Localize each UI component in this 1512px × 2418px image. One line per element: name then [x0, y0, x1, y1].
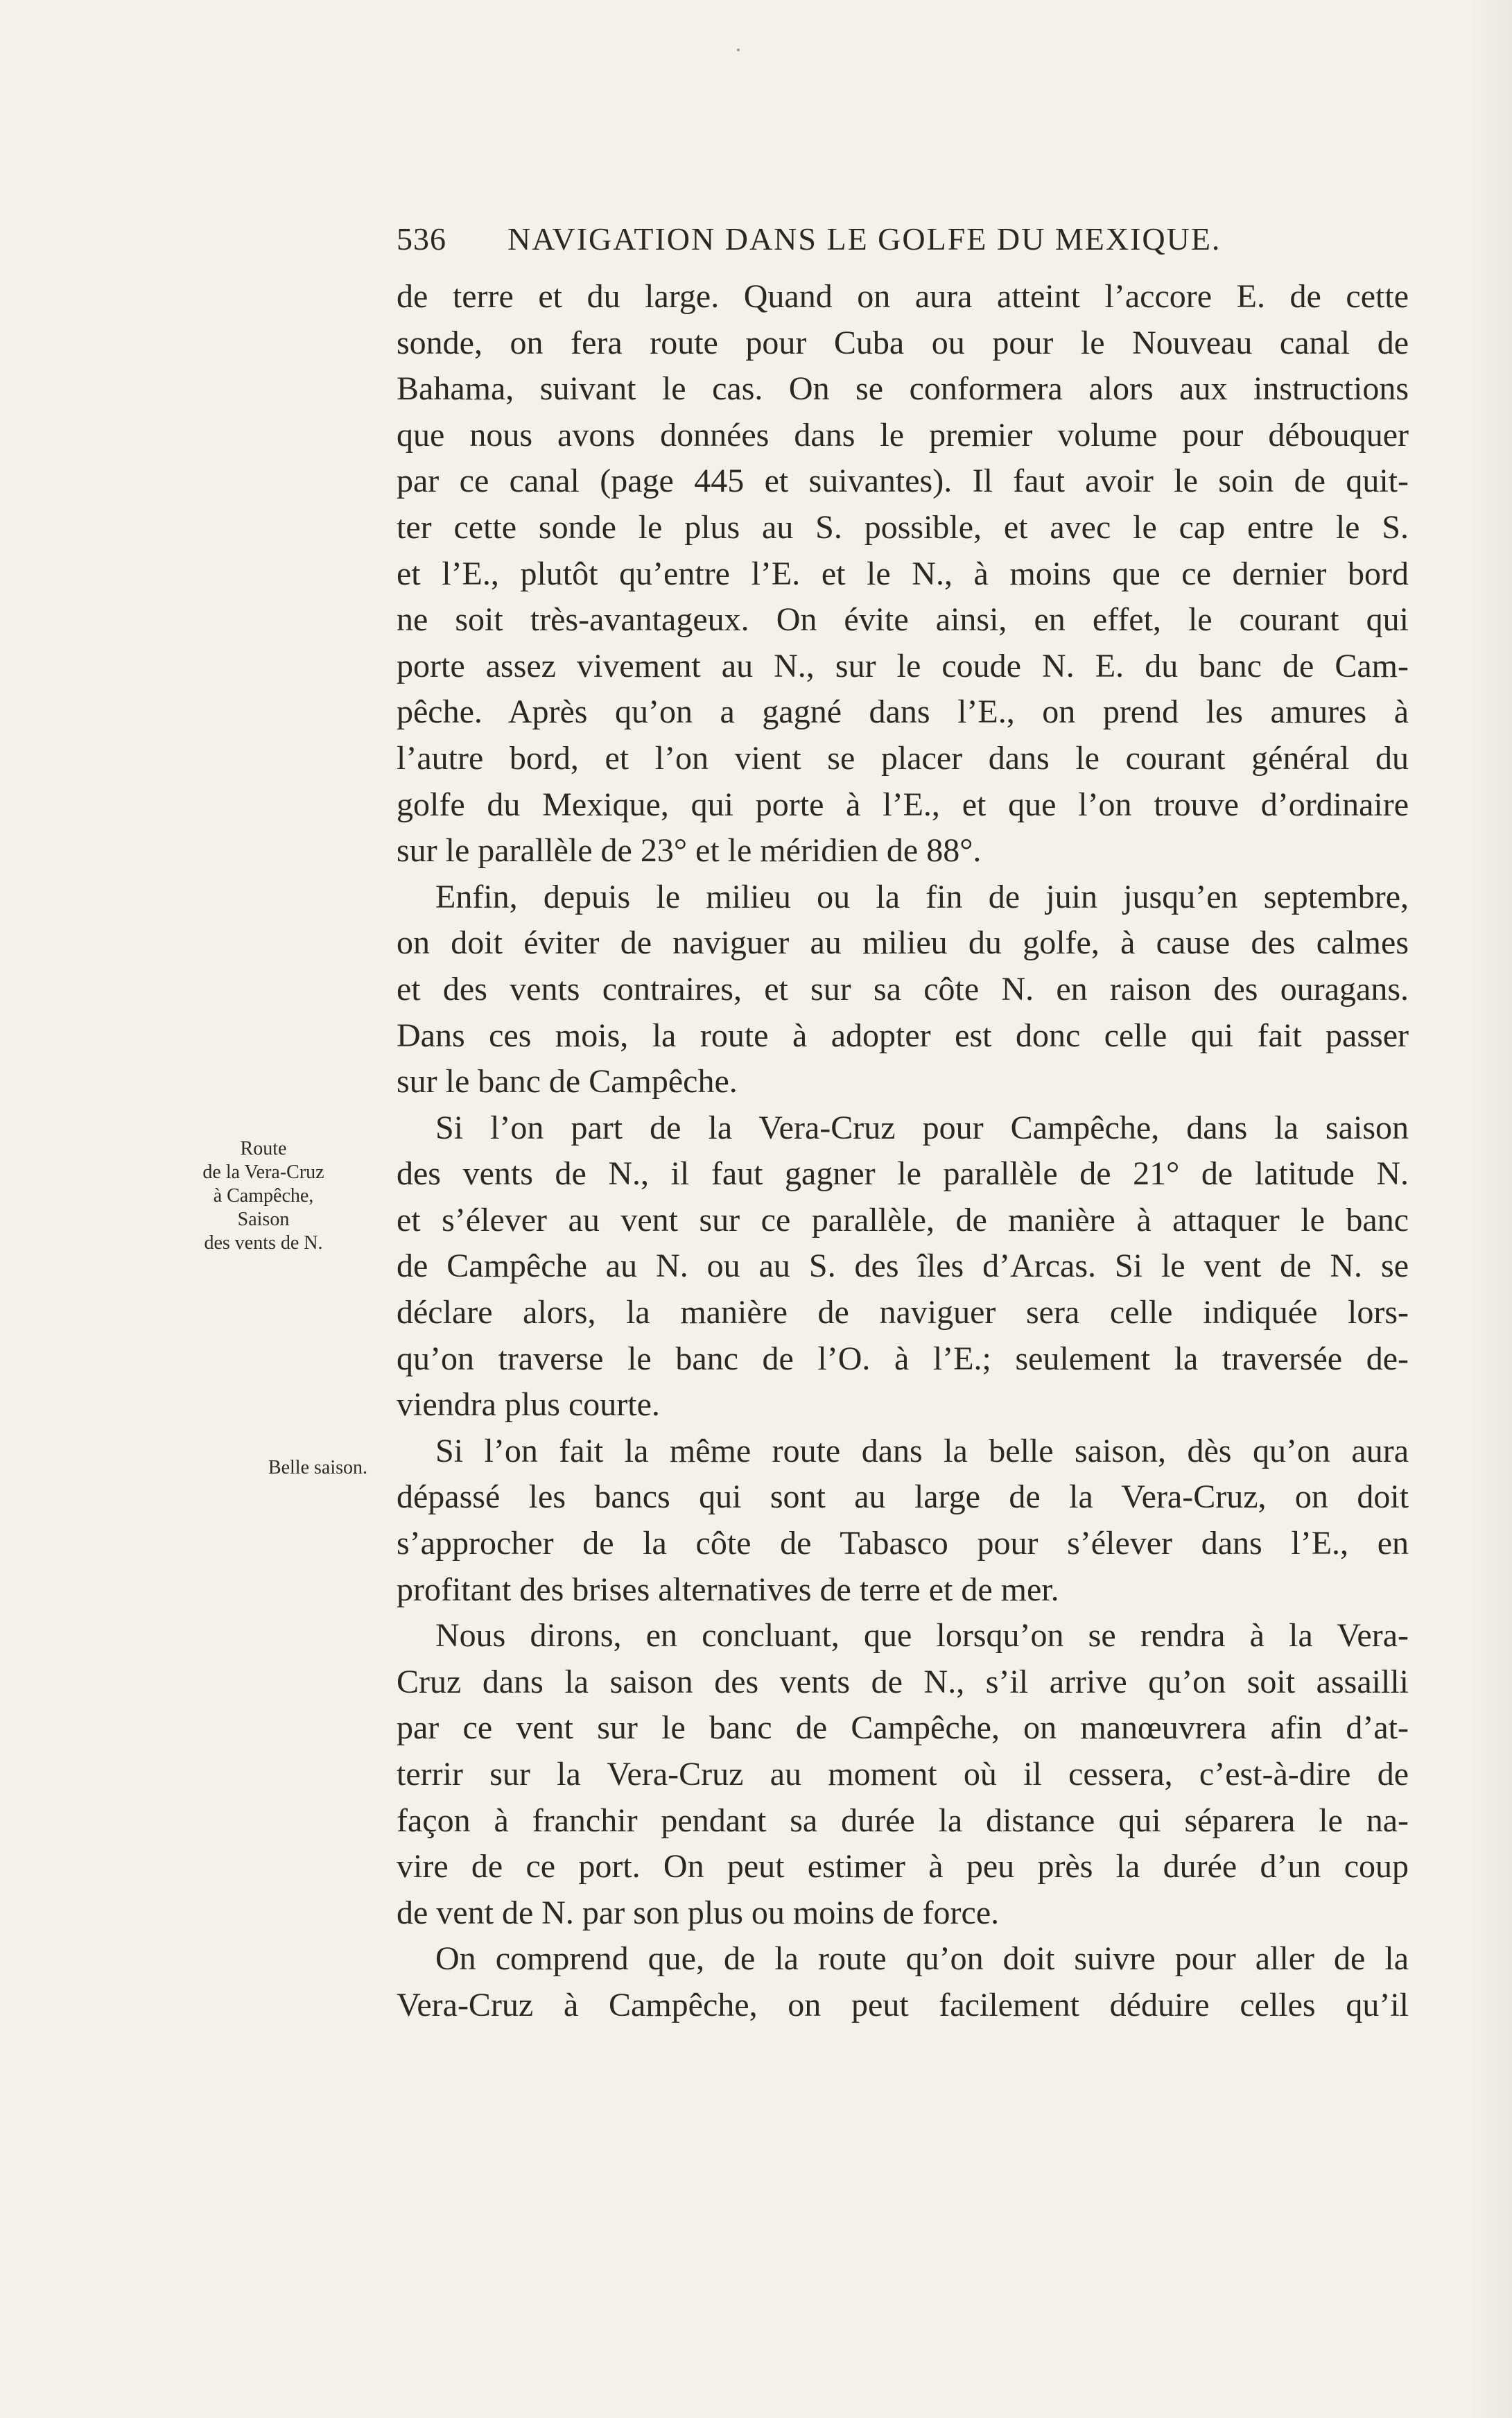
margin-note-line: de la Vera-Cruz: [202, 1161, 324, 1183]
page-number: 536: [397, 221, 446, 257]
text-line: qu’on traverse le banc de l’O. à l’E.; seulement la traversée de-: [397, 1340, 1409, 1377]
margin-note-belle-saison: [173, 1456, 367, 1480]
margin-note-line: Saison: [237, 1209, 290, 1230]
text-line: et des vents contraires, et sur sa côte N. en raison des ouragans.: [397, 970, 1409, 1008]
text-line: Nous dirons, en concluant, que lorsqu’on se rendra à la Vera-: [435, 1617, 1409, 1655]
margin-note-line: des vents de N.: [204, 1232, 323, 1254]
text-line: golfe du Mexique, qui porte à l’E., et que l’on trouve d’ordinaire: [397, 786, 1409, 823]
text-line: pêche. Après qu’on a gagné dans l’E., on prend les amures à: [397, 693, 1409, 731]
paper-speck: [737, 49, 740, 51]
text-line: sonde, on fera route pour Cuba ou pour le Nouveau canal de: [397, 324, 1409, 361]
text-line: Si l’on fait la même route dans la belle saison, dès qu’on aura: [435, 1432, 1409, 1469]
text-line: l’autre bord, et l’on vient se placer dans le courant général du: [397, 739, 1409, 777]
margin-note-line: à Campêche,: [213, 1185, 314, 1207]
text-line: déclare alors, la manière de naviguer sera celle indiquée lors-: [397, 1294, 1409, 1331]
text-line: et s’élever au vent sur ce parallèle, de manière à attaquer le banc: [397, 1201, 1409, 1238]
margin-note-line: Route: [240, 1138, 287, 1159]
margin-note-line: Belle saison.: [268, 1457, 367, 1478]
text-line: porte assez vivement au N., sur le coude N. E. du banc de Cam-: [397, 647, 1409, 684]
text-line: de terre et du large. Quand on aura atteint l’accore E. de cette: [397, 278, 1409, 315]
body-text: [397, 274, 1409, 2029]
margin-note-route: [159, 1137, 367, 1255]
text-line: sur le banc de Campêche.: [397, 1063, 738, 1100]
page-edge-shadow: [1470, 0, 1512, 2418]
text-line: de vent de N. par son plus ou moins de force.: [397, 1894, 1000, 1931]
text-line: s’approcher de la côte de Tabasco pour s’élever dans l’E., en: [397, 1525, 1409, 1562]
text-line: Vera-Cruz à Campêche, on peut facilement déduire celles qu’il: [397, 1986, 1409, 2023]
text-line: Bahama, suivant le cas. On se conformera alors aux instructions: [397, 370, 1409, 408]
text-line: vire de ce port. On peut estimer à peu près la durée d’un coup: [397, 1848, 1409, 1885]
text-line: on doit éviter de naviguer au milieu du golfe, à cause des calmes: [397, 924, 1409, 962]
text-line: ne soit très-avantageux. On évite ainsi, en effet, le courant qui: [397, 601, 1409, 639]
text-line: et l’E., plutôt qu’entre l’E. et le N., à moins que ce dernier bord: [397, 555, 1409, 592]
text-line: des vents de N., il faut gagner le parallèle de 21° de latitude N.: [397, 1155, 1409, 1193]
text-line: par ce vent sur le banc de Campêche, on manœuvrera afin d’at-: [397, 1709, 1409, 1747]
text-line: profitant des brises alternatives de terre et de mer.: [397, 1571, 1059, 1608]
text-line: On comprend que, de la route qu’on doit suivre pour aller de la: [435, 1940, 1409, 1978]
text-line: de Campêche au N. ou au S. des îles d’Arcas. Si le vent de N. se: [397, 1247, 1409, 1285]
text-line: Cruz dans la saison des vents de N., s’il arrive qu’on soit assailli: [397, 1663, 1409, 1700]
text-line: que nous avons données dans le premier volume pour débouquer: [397, 416, 1409, 454]
text-line: viendra plus courte.: [397, 1386, 660, 1424]
running-header: [397, 221, 1409, 269]
text-line: dépassé les bancs qui sont au large de la Vera-Cruz, on doit: [397, 1478, 1409, 1516]
text-line: sur le parallèle de 23° et le méridien de 88°.: [397, 832, 982, 870]
text-line: façon à franchir pendant sa durée la distance qui séparera le na-: [397, 1802, 1409, 1839]
text-line: Si l’on part de la Vera-Cruz pour Campêche, dans la saison: [435, 1109, 1409, 1146]
text-line: par ce canal (page 445 et suivantes). Il faut avoir le soin de quit-: [397, 463, 1409, 500]
text-line: terrir sur la Vera-Cruz au moment où il cessera, c’est-à-dire de: [397, 1756, 1409, 1793]
text-line: Enfin, depuis le milieu ou la fin de juin jusqu’en septembre,: [435, 878, 1409, 915]
text-line: Dans ces mois, la route à adopter est donc celle qui fait passer: [397, 1017, 1409, 1054]
text-line: ter cette sonde le plus au S. possible, et avec le cap entre le S.: [397, 508, 1409, 546]
running-title: NAVIGATION DANS LE GOLFE DU MEXIQUE.: [507, 221, 1222, 257]
